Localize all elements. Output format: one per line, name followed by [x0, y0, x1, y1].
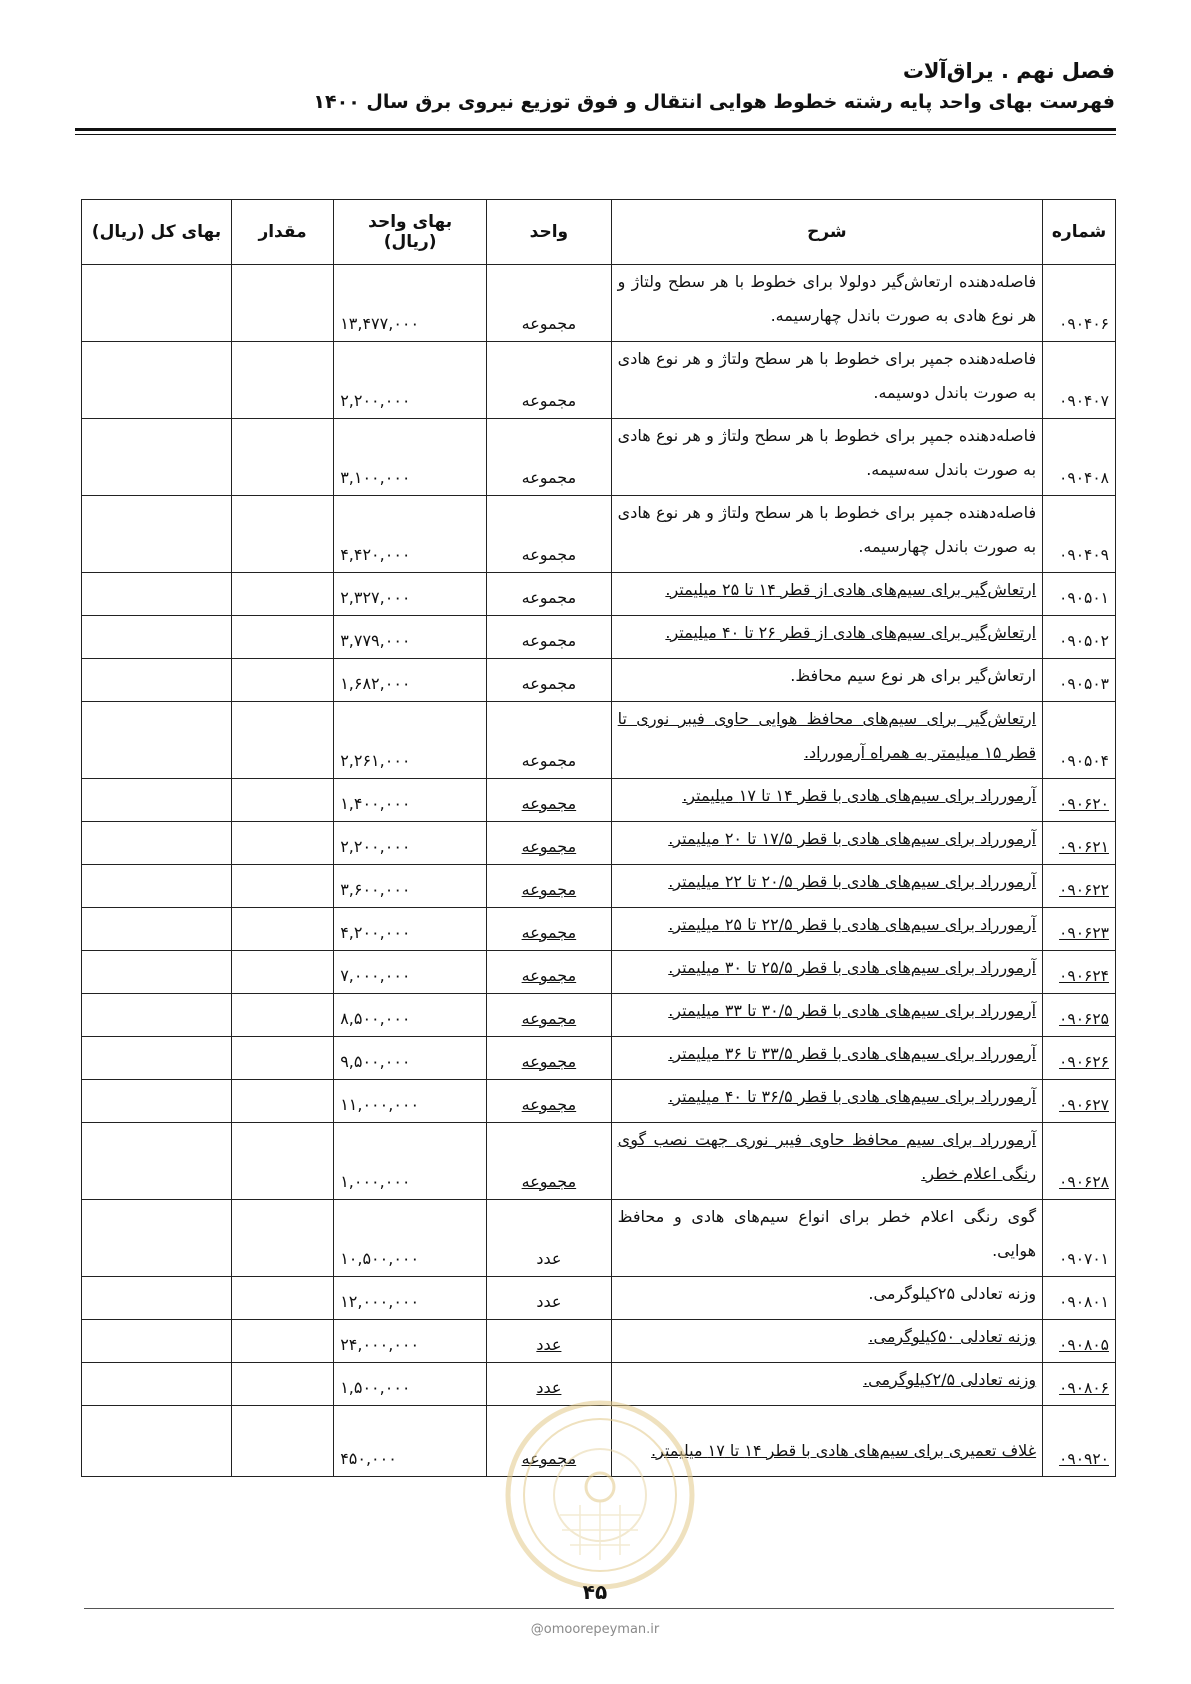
- price-list-table: [81, 199, 1116, 1477]
- row-total-price[interactable]: [82, 496, 232, 573]
- row-quantity[interactable]: [231, 951, 333, 994]
- row-unit: مجموعه: [487, 702, 612, 779]
- row-quantity[interactable]: [231, 702, 333, 779]
- table-row: [82, 1080, 1116, 1123]
- row-description: وزنه تعادلی ۲/۵کیلوگرمی.: [611, 1363, 1042, 1406]
- row-description: ارتعاش‌گیر برای سیم‌های هادی از قطر ۲۶ تا ۴۰ میلیمتر.: [611, 616, 1042, 659]
- row-unit: مجموعه: [487, 342, 612, 419]
- row-quantity[interactable]: [231, 1320, 333, 1363]
- row-unit: مجموعه: [487, 573, 612, 616]
- row-description: فاصله‌دهنده جمپر برای خطوط با هر سطح ولتاژ و هر نوع هادی به صورت باندل سه‌سیمه.: [611, 419, 1042, 496]
- row-unit-price: ۳,۷۷۹,۰۰۰: [334, 616, 487, 659]
- row-unit-price: ۲,۲۰۰,۰۰۰: [334, 822, 487, 865]
- row-quantity[interactable]: [231, 616, 333, 659]
- row-quantity[interactable]: [231, 1363, 333, 1406]
- table-row: [82, 951, 1116, 994]
- row-unit: مجموعه: [487, 265, 612, 342]
- row-unit-price: ۲۴,۰۰۰,۰۰۰: [334, 1320, 487, 1363]
- row-total-price[interactable]: [82, 1037, 232, 1080]
- row-number: ۰۹۰۵۰۱: [1043, 573, 1116, 616]
- row-number: ۰۹۰۹۲۰: [1043, 1406, 1116, 1477]
- row-quantity[interactable]: [231, 419, 333, 496]
- row-quantity[interactable]: [231, 1123, 333, 1200]
- row-description: غلاف تعمیری برای سیم‌های هادی با قطر ۱۴ تا ۱۷ میلیمتر.: [611, 1406, 1042, 1477]
- column-header-quantity: مقدار: [231, 200, 333, 265]
- row-total-price[interactable]: [82, 1320, 232, 1363]
- row-unit-price: ۱,۶۸۲,۰۰۰: [334, 659, 487, 702]
- row-description: وزنه تعادلی ۲۵کیلوگرمی.: [611, 1277, 1042, 1320]
- row-total-price[interactable]: [82, 419, 232, 496]
- row-unit-price: ۸,۵۰۰,۰۰۰: [334, 994, 487, 1037]
- row-total-price[interactable]: [82, 265, 232, 342]
- row-unit: مجموعه: [487, 496, 612, 573]
- table-row: [82, 1277, 1116, 1320]
- column-header-number: شماره: [1043, 200, 1116, 265]
- row-number: ۰۹۰۶۲۴: [1043, 951, 1116, 994]
- row-number: ۰۹۰۶۲۸: [1043, 1123, 1116, 1200]
- row-quantity[interactable]: [231, 1406, 333, 1477]
- row-quantity[interactable]: [231, 1200, 333, 1277]
- column-header-unit: واحد: [487, 200, 612, 265]
- row-quantity[interactable]: [231, 779, 333, 822]
- row-total-price[interactable]: [82, 1363, 232, 1406]
- row-number: ۰۹۰۶۲۵: [1043, 994, 1116, 1037]
- row-unit: مجموعه: [487, 908, 612, 951]
- row-quantity[interactable]: [231, 865, 333, 908]
- table-row: [82, 994, 1116, 1037]
- row-unit-price: ۹,۵۰۰,۰۰۰: [334, 1037, 487, 1080]
- row-quantity[interactable]: [231, 265, 333, 342]
- row-description: آرمورراد برای سیم‌های هادی با قطر ۱۷/۵ تا ۲۰ میلیمتر.: [611, 822, 1042, 865]
- row-number: ۰۹۰۴۰۷: [1043, 342, 1116, 419]
- table-row: [82, 616, 1116, 659]
- row-number: ۰۹۰۷۰۱: [1043, 1200, 1116, 1277]
- row-unit-price: ۱۲,۰۰۰,۰۰۰: [334, 1277, 487, 1320]
- row-unit: مجموعه: [487, 779, 612, 822]
- table-row: [82, 1123, 1116, 1200]
- row-quantity[interactable]: [231, 908, 333, 951]
- row-number: ۰۹۰۶۲۲: [1043, 865, 1116, 908]
- row-unit: مجموعه: [487, 1123, 612, 1200]
- row-unit-price: ۳,۱۰۰,۰۰۰: [334, 419, 487, 496]
- row-unit: عدد: [487, 1363, 612, 1406]
- row-unit: مجموعه: [487, 865, 612, 908]
- row-unit-price: ۴,۲۰۰,۰۰۰: [334, 908, 487, 951]
- row-number: ۰۹۰۶۲۶: [1043, 1037, 1116, 1080]
- table-row: [82, 342, 1116, 419]
- row-unit-price: ۲,۲۰۰,۰۰۰: [334, 342, 487, 419]
- page-header: [75, 55, 1115, 117]
- row-total-price[interactable]: [82, 1123, 232, 1200]
- row-unit: مجموعه: [487, 419, 612, 496]
- row-total-price[interactable]: [82, 1406, 232, 1477]
- row-total-price[interactable]: [82, 702, 232, 779]
- table-row: [82, 702, 1116, 779]
- row-unit-price: ۱۱,۰۰۰,۰۰۰: [334, 1080, 487, 1123]
- row-number: ۰۹۰۶۲۷: [1043, 1080, 1116, 1123]
- row-description: ارتعاش‌گیر برای سیم‌های محافظ هوایی حاوی فیبر نوری تا قطر ۱۵ میلیمتر به همراه آرمورراد.: [611, 702, 1042, 779]
- row-unit: مجموعه: [487, 822, 612, 865]
- row-description: آرمورراد برای سیم‌های هادی با قطر ۳۶/۵ تا ۴۰ میلیمتر.: [611, 1080, 1042, 1123]
- row-total-price[interactable]: [82, 951, 232, 994]
- row-total-price[interactable]: [82, 908, 232, 951]
- row-unit: مجموعه: [487, 659, 612, 702]
- header-rule-thick: [75, 128, 1116, 131]
- row-description: آرمورراد برای سیم‌های هادی با قطر ۲۵/۵ تا ۳۰ میلیمتر.: [611, 951, 1042, 994]
- row-total-price[interactable]: [82, 779, 232, 822]
- row-description: گوی رنگی اعلام خطر برای انواع سیم‌های هادی و محافظ هوایی.: [611, 1200, 1042, 1277]
- row-description: ارتعاش‌گیر برای سیم‌های هادی از قطر ۱۴ تا ۲۵ میلیمتر.: [611, 573, 1042, 616]
- row-unit-price: ۲,۳۲۷,۰۰۰: [334, 573, 487, 616]
- row-quantity[interactable]: [231, 1037, 333, 1080]
- column-header-total-price: بهای کل (ریال): [82, 200, 232, 265]
- row-total-price[interactable]: [82, 1277, 232, 1320]
- row-description: آرمورراد برای سیم‌های هادی با قطر ۳۰/۵ تا ۳۳ میلیمتر.: [611, 994, 1042, 1037]
- table-row: [82, 573, 1116, 616]
- row-quantity[interactable]: [231, 994, 333, 1037]
- row-number: ۰۹۰۵۰۳: [1043, 659, 1116, 702]
- row-total-price[interactable]: [82, 994, 232, 1037]
- table-row: [82, 419, 1116, 496]
- row-number: ۰۹۰۸۰۶: [1043, 1363, 1116, 1406]
- row-unit-price: ۴۵۰,۰۰۰: [334, 1406, 487, 1477]
- row-number: ۰۹۰۴۰۸: [1043, 419, 1116, 496]
- row-description: فاصله‌دهنده جمپر برای خطوط با هر سطح ولتاژ و هر نوع هادی به صورت باندل دوسیمه.: [611, 342, 1042, 419]
- row-unit-price: ۳,۶۰۰,۰۰۰: [334, 865, 487, 908]
- document-subtitle: فهرست بهای واحد پایه رشته خطوط هوایی انتقال و فوق توزیع نیروی برق سال ۱۴۰۰: [313, 91, 1115, 113]
- row-unit: مجموعه: [487, 1406, 612, 1477]
- table-row: [82, 822, 1116, 865]
- row-unit: عدد: [487, 1320, 612, 1363]
- row-quantity[interactable]: [231, 496, 333, 573]
- row-total-price[interactable]: [82, 865, 232, 908]
- row-total-price[interactable]: [82, 1080, 232, 1123]
- table-row: [82, 265, 1116, 342]
- row-unit: مجموعه: [487, 616, 612, 659]
- column-header-unit-price: بهای واحد (ریال): [334, 200, 487, 265]
- table-row: [82, 779, 1116, 822]
- row-total-price[interactable]: [82, 573, 232, 616]
- row-total-price[interactable]: [82, 342, 232, 419]
- row-quantity[interactable]: [231, 573, 333, 616]
- row-description: فاصله‌دهنده جمپر برای خطوط با هر سطح ولتاژ و هر نوع هادی به صورت باندل چهارسیمه.: [611, 496, 1042, 573]
- table-row: [82, 1037, 1116, 1080]
- row-description: فاصله‌دهنده ارتعاش‌گیر دولولا برای خطوط با هر سطح ولتاژ و هر نوع هادی به صورت باندل چهارسیمه.: [611, 265, 1042, 342]
- table-header-row: [82, 200, 1116, 265]
- table-row: [82, 1320, 1116, 1363]
- row-unit-price: ۱,۰۰۰,۰۰۰: [334, 1123, 487, 1200]
- row-unit-price: ۲,۲۶۱,۰۰۰: [334, 702, 487, 779]
- row-quantity[interactable]: [231, 1277, 333, 1320]
- row-number: ۰۹۰۴۰۹: [1043, 496, 1116, 573]
- row-description: آرمورراد برای سیم‌های هادی با قطر ۱۴ تا ۱۷ میلیمتر.: [611, 779, 1042, 822]
- row-unit: عدد: [487, 1277, 612, 1320]
- row-description: ارتعاش‌گیر برای هر نوع سیم محافظ.: [611, 659, 1042, 702]
- row-quantity[interactable]: [231, 822, 333, 865]
- row-number: ۰۹۰۴۰۶: [1043, 265, 1116, 342]
- row-total-price[interactable]: [82, 822, 232, 865]
- row-quantity[interactable]: [231, 342, 333, 419]
- table-row: [82, 908, 1116, 951]
- chapter-title: فصل نهم . یراق‌آلات: [902, 59, 1115, 83]
- row-description: آرمورراد برای سیم‌های هادی با قطر ۲۲/۵ تا ۲۵ میلیمتر.: [611, 908, 1042, 951]
- row-unit-price: ۱۰,۵۰۰,۰۰۰: [334, 1200, 487, 1277]
- row-description: آرمورراد برای سیم‌های هادی با قطر ۲۰/۵ تا ۲۲ میلیمتر.: [611, 865, 1042, 908]
- publisher-seal-watermark: [500, 1395, 700, 1595]
- row-total-price[interactable]: [82, 616, 232, 659]
- footer-rule: [84, 1608, 1114, 1609]
- row-number: ۰۹۰۵۰۴: [1043, 702, 1116, 779]
- row-unit: عدد: [487, 1200, 612, 1277]
- table-row: [82, 496, 1116, 573]
- row-total-price[interactable]: [82, 1200, 232, 1277]
- row-quantity[interactable]: [231, 1080, 333, 1123]
- row-unit: مجموعه: [487, 1080, 612, 1123]
- table-row: [82, 659, 1116, 702]
- website-watermark: @omoorepeyman.ir: [530, 1622, 660, 1637]
- row-number: ۰۹۰۶۲۱: [1043, 822, 1116, 865]
- table-row: [82, 1200, 1116, 1277]
- row-unit-price: ۴,۴۲۰,۰۰۰: [334, 496, 487, 573]
- row-number: ۰۹۰۸۰۱: [1043, 1277, 1116, 1320]
- row-description: آرمورراد برای سیم محافظ حاوی فیبر نوری جهت نصب گوی رنگی اعلام خطر.: [611, 1123, 1042, 1200]
- column-header-description: شرح: [611, 200, 1042, 265]
- row-number: ۰۹۰۵۰۲: [1043, 616, 1116, 659]
- row-description: آرمورراد برای سیم‌های هادی با قطر ۳۳/۵ تا ۳۶ میلیمتر.: [611, 1037, 1042, 1080]
- row-number: ۰۹۰۶۲۰: [1043, 779, 1116, 822]
- row-unit-price: ۱,۴۰۰,۰۰۰: [334, 779, 487, 822]
- header-rule-thin: [75, 134, 1116, 135]
- row-unit: مجموعه: [487, 951, 612, 994]
- row-unit: مجموعه: [487, 994, 612, 1037]
- row-quantity[interactable]: [231, 659, 333, 702]
- table-row: [82, 865, 1116, 908]
- row-unit-price: ۱,۵۰۰,۰۰۰: [334, 1363, 487, 1406]
- row-number: ۰۹۰۸۰۵: [1043, 1320, 1116, 1363]
- row-unit: مجموعه: [487, 1037, 612, 1080]
- row-number: ۰۹۰۶۲۳: [1043, 908, 1116, 951]
- row-unit-price: ۱۳,۴۷۷,۰۰۰: [334, 265, 487, 342]
- page-number: ۴۵: [582, 1580, 608, 1604]
- row-total-price[interactable]: [82, 659, 232, 702]
- row-description: وزنه تعادلی ۵۰کیلوگرمی.: [611, 1320, 1042, 1363]
- row-unit-price: ۷,۰۰۰,۰۰۰: [334, 951, 487, 994]
